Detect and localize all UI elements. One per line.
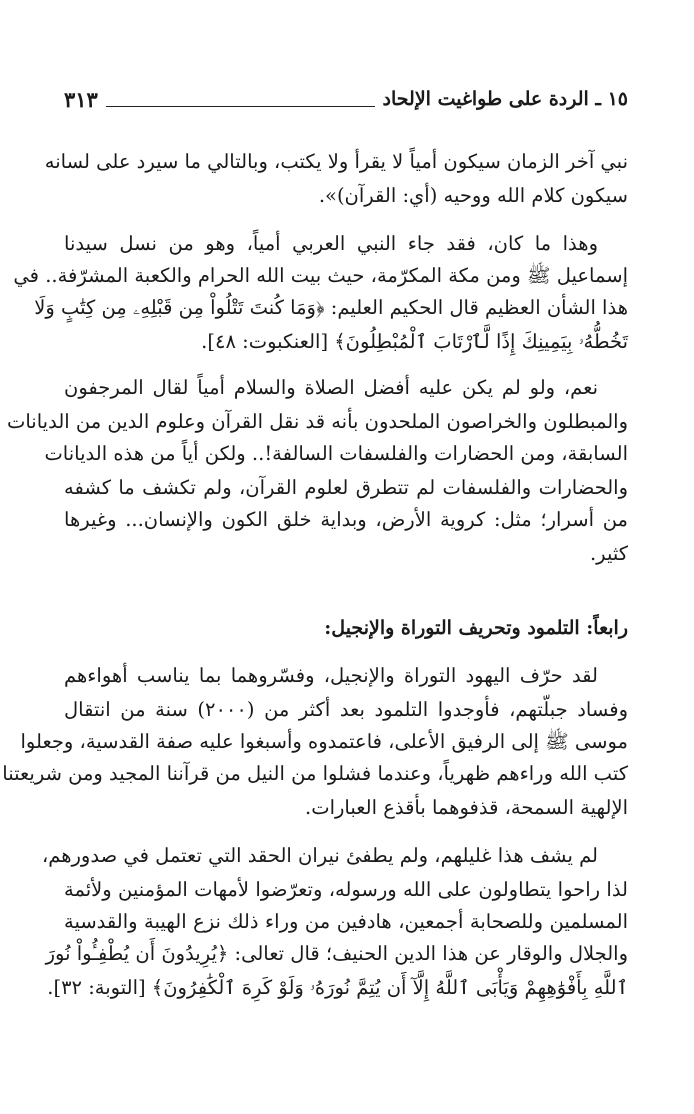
section-heading: رابعاً: التلمود وتحريف التوراة والإنجيل:	[324, 617, 628, 639]
text-line: سيكون كلام الله ووحيه (أي: القرآن)».	[318, 184, 628, 207]
text-line: تَخُطُّهُۥ بِيَمِينِكَ إِذًا لَّٱرْتَابَ ٱلْمُبْطِلُونَ﴾ [العنكبوت: ٤٨].	[201, 330, 628, 353]
text-line: والجلال والوقار عن هذا الدين الحنيف؛ قال تعالى: ﴿يُرِيدُونَ أَن يُطْفِـُٔواْ نُورَ	[45, 942, 628, 965]
page-header	[64, 82, 628, 116]
text-line: ٱللَّهِ بِأَفْوَٰهِهِمْ وَيَأْبَى ٱللَّهُ إِلَّآ أَن يُتِمَّ نُورَهُۥ وَلَوْ كَرِهَ ٱلْكَٰفِرُونَ﴾ [التوبة: ٣٢].	[47, 976, 628, 999]
text-line: هذا الشأن العظيم قال الحكيم العليم: ﴿وَمَا كُنتَ تَتْلُواْ مِن قَبْلِهِۦ مِن كِتَٰبٍ وَلَا	[34, 296, 628, 319]
running-title: ١٥ ـ الردة على طواغيت الإلحاد	[382, 88, 628, 110]
text-line: نبي آخر الزمان سيكون أمياً لا يقرأ ولا يكتب، وبالتالي ما سيرد على لسانه	[44, 150, 628, 173]
text-line: من أسرار؛ مثل: كروية الأرض، وبداية خلق الكون والإنسان... وغيرها	[64, 508, 628, 531]
text-line: والمبطلون والخراصون الملحدون بأنه قد نقل القرآن وعلوم الدين من الديانات	[7, 410, 628, 433]
text-line: السابقة، ومن الحضارات والفلسفات السالفة!.. ولكن أياً من هذه الديانات	[44, 442, 628, 465]
text-line: موسى ﷺ إلى الرفيق الأعلى، فاعتمدوه وأسبغوا عليه صفة القدسية، وجعلوا	[20, 730, 628, 753]
text-line: كتب الله وراءهم ظهرياً، وعندما فشلوا من النيل من قرآننا المجيد ومن شريعتنا	[2, 762, 628, 785]
text-line: وفساد جبلّتهم، فأوجدوا التلمود بعد أكثر من (٢٠٠٠) سنة من انتقال	[64, 698, 628, 721]
text-line: كثير.	[589, 542, 628, 565]
page-number: ٣١٣	[64, 86, 98, 112]
text-line: الإلهية السمحة، قذفوهما بأقذع العبارات.	[305, 796, 628, 819]
text-line: لقد حرّف اليهود التوراة والإنجيل، وفسّروهما بما يناسب أهواءهم	[64, 664, 598, 687]
text-line: وهذا ما كان، فقد جاء النبي العربي أمياً، وهو من نسل سيدنا	[64, 232, 598, 255]
text-line: إسماعيل ﷺ ومن مكة المكرّمة، حيث بيت الله الحرام والكعبة المشرّفة.. في	[13, 264, 628, 287]
text-line: لم يشف هذا غليلهم، ولم يطفئ نيران الحقد التي تعتمل في صدورهم،	[41, 844, 598, 867]
text-line: لذا راحوا يتطاولون على الله ورسوله، وتعرّضوا لأمهات المؤمنين ولأئمة	[64, 878, 628, 901]
text-line: نعم، ولو لم يكن عليه أفضل الصلاة والسلام أمياً لقال المرجفون	[64, 376, 598, 399]
header-rule	[106, 106, 375, 107]
text-line: والحضارات والفلسفات لم تتطرق لعلوم القرآن، ولم تكشف ما كشفه	[64, 476, 628, 499]
text-line: المسلمين وللصحابة أجمعين، هادفين من وراء ذلك نزع الهيبة والقدسية	[64, 910, 628, 933]
